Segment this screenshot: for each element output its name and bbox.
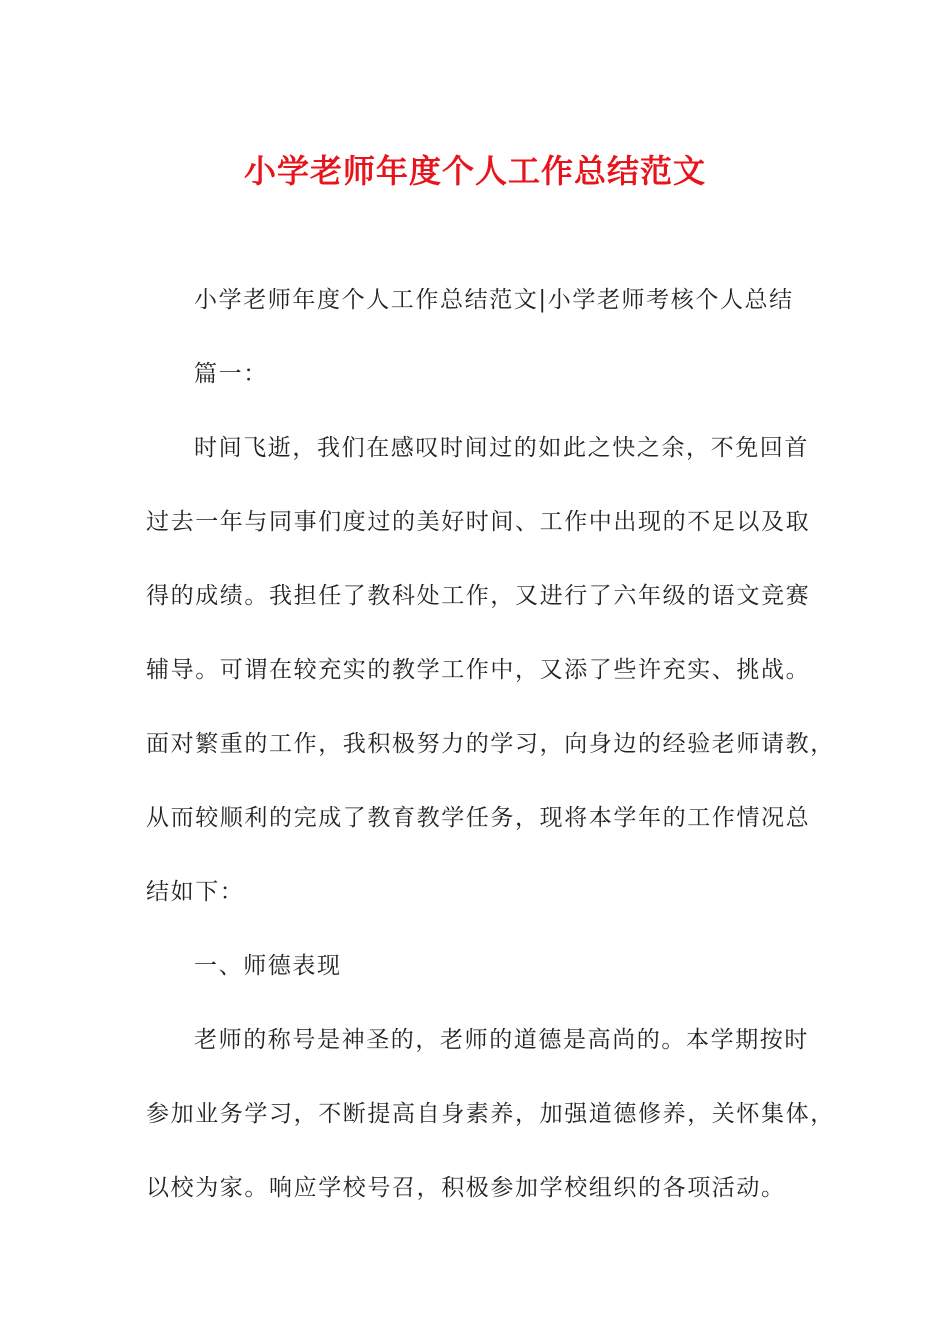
document-title: 小学老师年度个人工作总结范文 (243, 152, 706, 190)
body-line: 老师的称号是神圣的，老师的道德是高尚的。本学期按时 (194, 1027, 809, 1053)
body-line: 从而较顺利的完成了教育教学任务，现将本学年的工作情况总 (146, 805, 811, 831)
body-line: 时间飞逝，我们在感叹时间过的如此之快之余，不免回首 (194, 435, 809, 461)
body-line: 小学老师年度个人工作总结范文|小学老师考核个人总结 (194, 287, 794, 313)
body-line: 以校为家。响应学校号召，积极参加学校组织的各项活动。 (146, 1175, 786, 1201)
section-heading: 一、师德表现 (194, 953, 342, 979)
document-body (146, 280, 835, 1242)
body-line: 辅导。可谓在较充实的教学工作中，又添了些许充实、挑战。 (146, 657, 811, 683)
body-line: 参加业务学习，不断提高自身素养，加强道德修养，关怀集体， (146, 1101, 835, 1127)
body-line: 结如下： (146, 879, 245, 905)
body-line: 得的成绩。我担任了教科处工作，又进行了六年级的语文竞赛 (146, 583, 811, 609)
body-line: 面对繁重的工作，我积极努力的学习，向身边的经验老师请教， (146, 731, 835, 757)
body-line: 过去一年与同事们度过的美好时间、工作中出现的不足以及取 (146, 509, 811, 535)
body-line: 篇一： (194, 361, 268, 387)
